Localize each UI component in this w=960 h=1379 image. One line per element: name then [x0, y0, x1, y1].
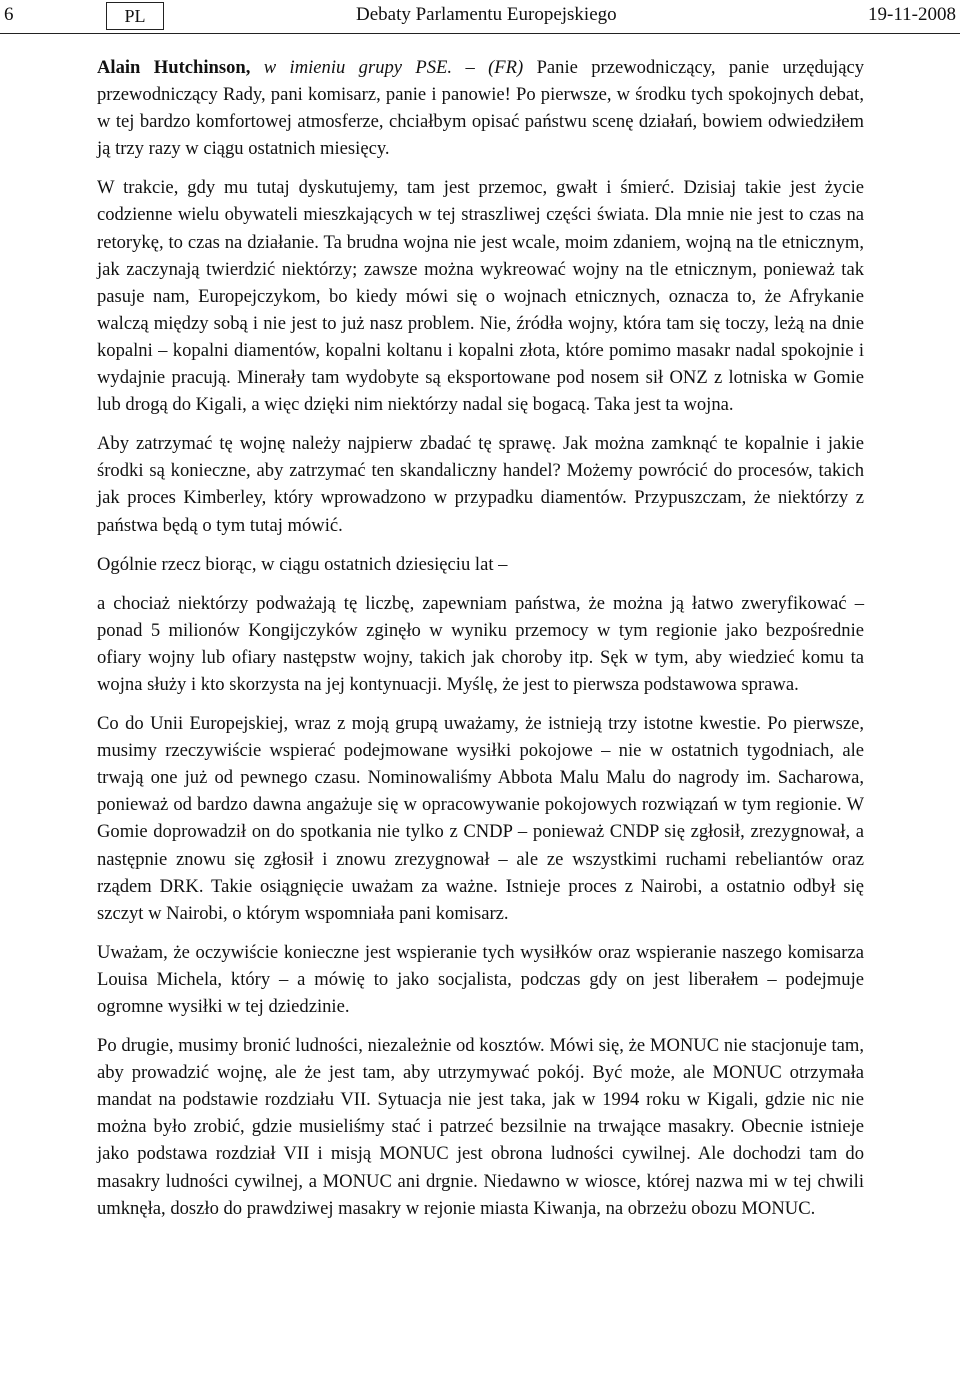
page-number: 6: [4, 4, 14, 25]
speaker-role: w imieniu grupy PSE.: [263, 57, 453, 78]
speaker-name: Alain Hutchinson,: [97, 57, 251, 78]
paragraph-7: Uważam, że oczywiście konieczne jest wspieranie tych wysiłków oraz wspieranie naszego komisarza Louisa Michela, który – a mówię to jako socjalista, podczas gdy on jest liberałem – podejmuje ogromne wysiłki w tej dziedzinie.: [97, 941, 864, 1017]
document-body: [97, 54, 864, 1234]
language-badge: PL: [106, 2, 164, 30]
header-divider: [0, 33, 960, 34]
paragraph-4: Ogólnie rzecz biorąc, w ciągu ostatnich dziesięciu lat –: [97, 553, 508, 575]
paragraph-2: W trakcie, gdy mu tutaj dyskutujemy, tam jest przemoc, gwałt i śmierć. Dzisiaj takie jest życie codzienne wielu obywateli mieszkających w tej straszliwej części świata. Dla mnie nie jest to czas na retorykę, to czas na działanie. Ta brudna wojna nie jest wcale, moim zdaniem, wojną na tle etnicznym, jak zaczynają twierdzić niektórzy; zawsze można wykreować wojny na tle etnicznym, ponieważ tak pasuje nam, Europejczykom, bo kiedy mówi się o wojnach etnicznych, oznacza to, że Afrykanie walczą między sobą i nie jest to już nasz problem. Nie, źródła wojny, która tam się toczy, leżą na dnie kopalni – kopalni diamentów, kopalni koltanu i kopalni złota, które pomimo masakr nadal spokojnie i wydajnie pracują. Minerały tam wydobyte są eksportowane pod nosem sił ONZ z lotniska w Gomie lub drogą do Kigali, a więc dzięki nim niektórzy nadal się bogacą. Taka jest ta wojna.: [97, 177, 864, 416]
separator-dash: –: [452, 57, 489, 78]
paragraph-text: Panie przewodniczący, panie urzędujący przewodniczący Rady, pani komisarz, panie i panowie! Po pierwsze, w środku tych spokojnych debat, w tej bardzo komfortowej atmosferze, chciałbym opisać państwu scenę działań, bowiem odwiedziłem ją trzy razy w ciągu ostatnich miesięcy.: [97, 57, 865, 160]
publication-date: 19-11-2008: [868, 4, 956, 25]
paragraph-1: [97, 54, 864, 162]
page-header: [0, 0, 960, 34]
paragraph-6: Co do Unii Europejskiej, wraz z moją grupą uważamy, że istnieją trzy istotne kwestie. Po pierwsze, musimy rzeczywiście wspierać podejmowane wysiłki pokojowe – nie w ostatnich tygodniach, ale trwają one już od pewnego czasu. Nominowaliśmy Abbota Malu Malu do nagrody im. Sacharowa, ponieważ od bardzo dawna angażuje się w opracowywanie pokojowych rozwiązań w tym regionie. W Gomie doprowadził on do spotkania nie tylko z CNDP – ponieważ CNDP się zgłosił, zrezygnował, a następnie znowu się zgłosił i znowu zrezygnował – ale ze wszystkimi ruchami rebeliantów oraz rządem DRK. Takie osiągnięcie uważam za ważne. Istnieje proces z Nairobi, a ostatnio odbył się szczyt w Nairobi, o którym wspomniała pani komisarz.: [97, 713, 864, 924]
publication-title: Debaty Parlamentu Europejskiego: [356, 4, 617, 25]
paragraph-5: a chociaż niektórzy podważają tę liczbę, zapewniam państwa, że można ją łatwo zweryfikować – ponad 5 milionów Kongijczyków zginęło w wyniku przemocy w tym regionie jako bezpośrednie ofiary wojny lub ofiary następstw wojny, takich jak choroby itp. Sęk w tym, aby wiedzieć komu ta wojna służy i kto skorzysta na jej kontynuacji. Myślę, że jest to pierwsza podstawowa sprawa.: [97, 592, 864, 695]
paragraph-8: Po drugie, musimy bronić ludności, niezależnie od kosztów. Mówi się, że MONUC nie stacjonuje tam, aby prowadzić wojnę, ale że jest tam, aby utrzymywać pokój. Być może, ale MONUC otrzymała mandat na podstawie rozdziału VII. Sytuacja nie jest taka, jak w 1994 roku w Kigali, gdzie nic nie można było zrobić, gdzie musieliśmy stać i patrzeć bezsilnie na trwające masakry. Obecnie istnieje jako podstawa rozdział VII i misją MONUC jest obrona ludności cywilnej. Ale dochodzi tam do masakry ludności cywilnej, a MONUC ani drgnie. Niedawno w wiosce, której nazwa mi w tej chwili umknęła, doszło do prawdziwej masakry w rejonie miasta Kiwanja, na obrzeżu obozu MONUC.: [97, 1035, 864, 1219]
speech-language-code: (FR): [488, 57, 524, 78]
paragraph-3: Aby zatrzymać tę wojnę należy najpierw zbadać tę sprawę. Jak można zamknąć te kopalnie i jakie środki są konieczne, aby zatrzymać ten skandaliczny handel? Możemy powrócić do procesów, takich jak proces Kimberley, który wprowadzono w przypadku diamentów. Przypuszczam, że niektórzy z państwa będą o tym tutaj mówić.: [97, 433, 864, 536]
